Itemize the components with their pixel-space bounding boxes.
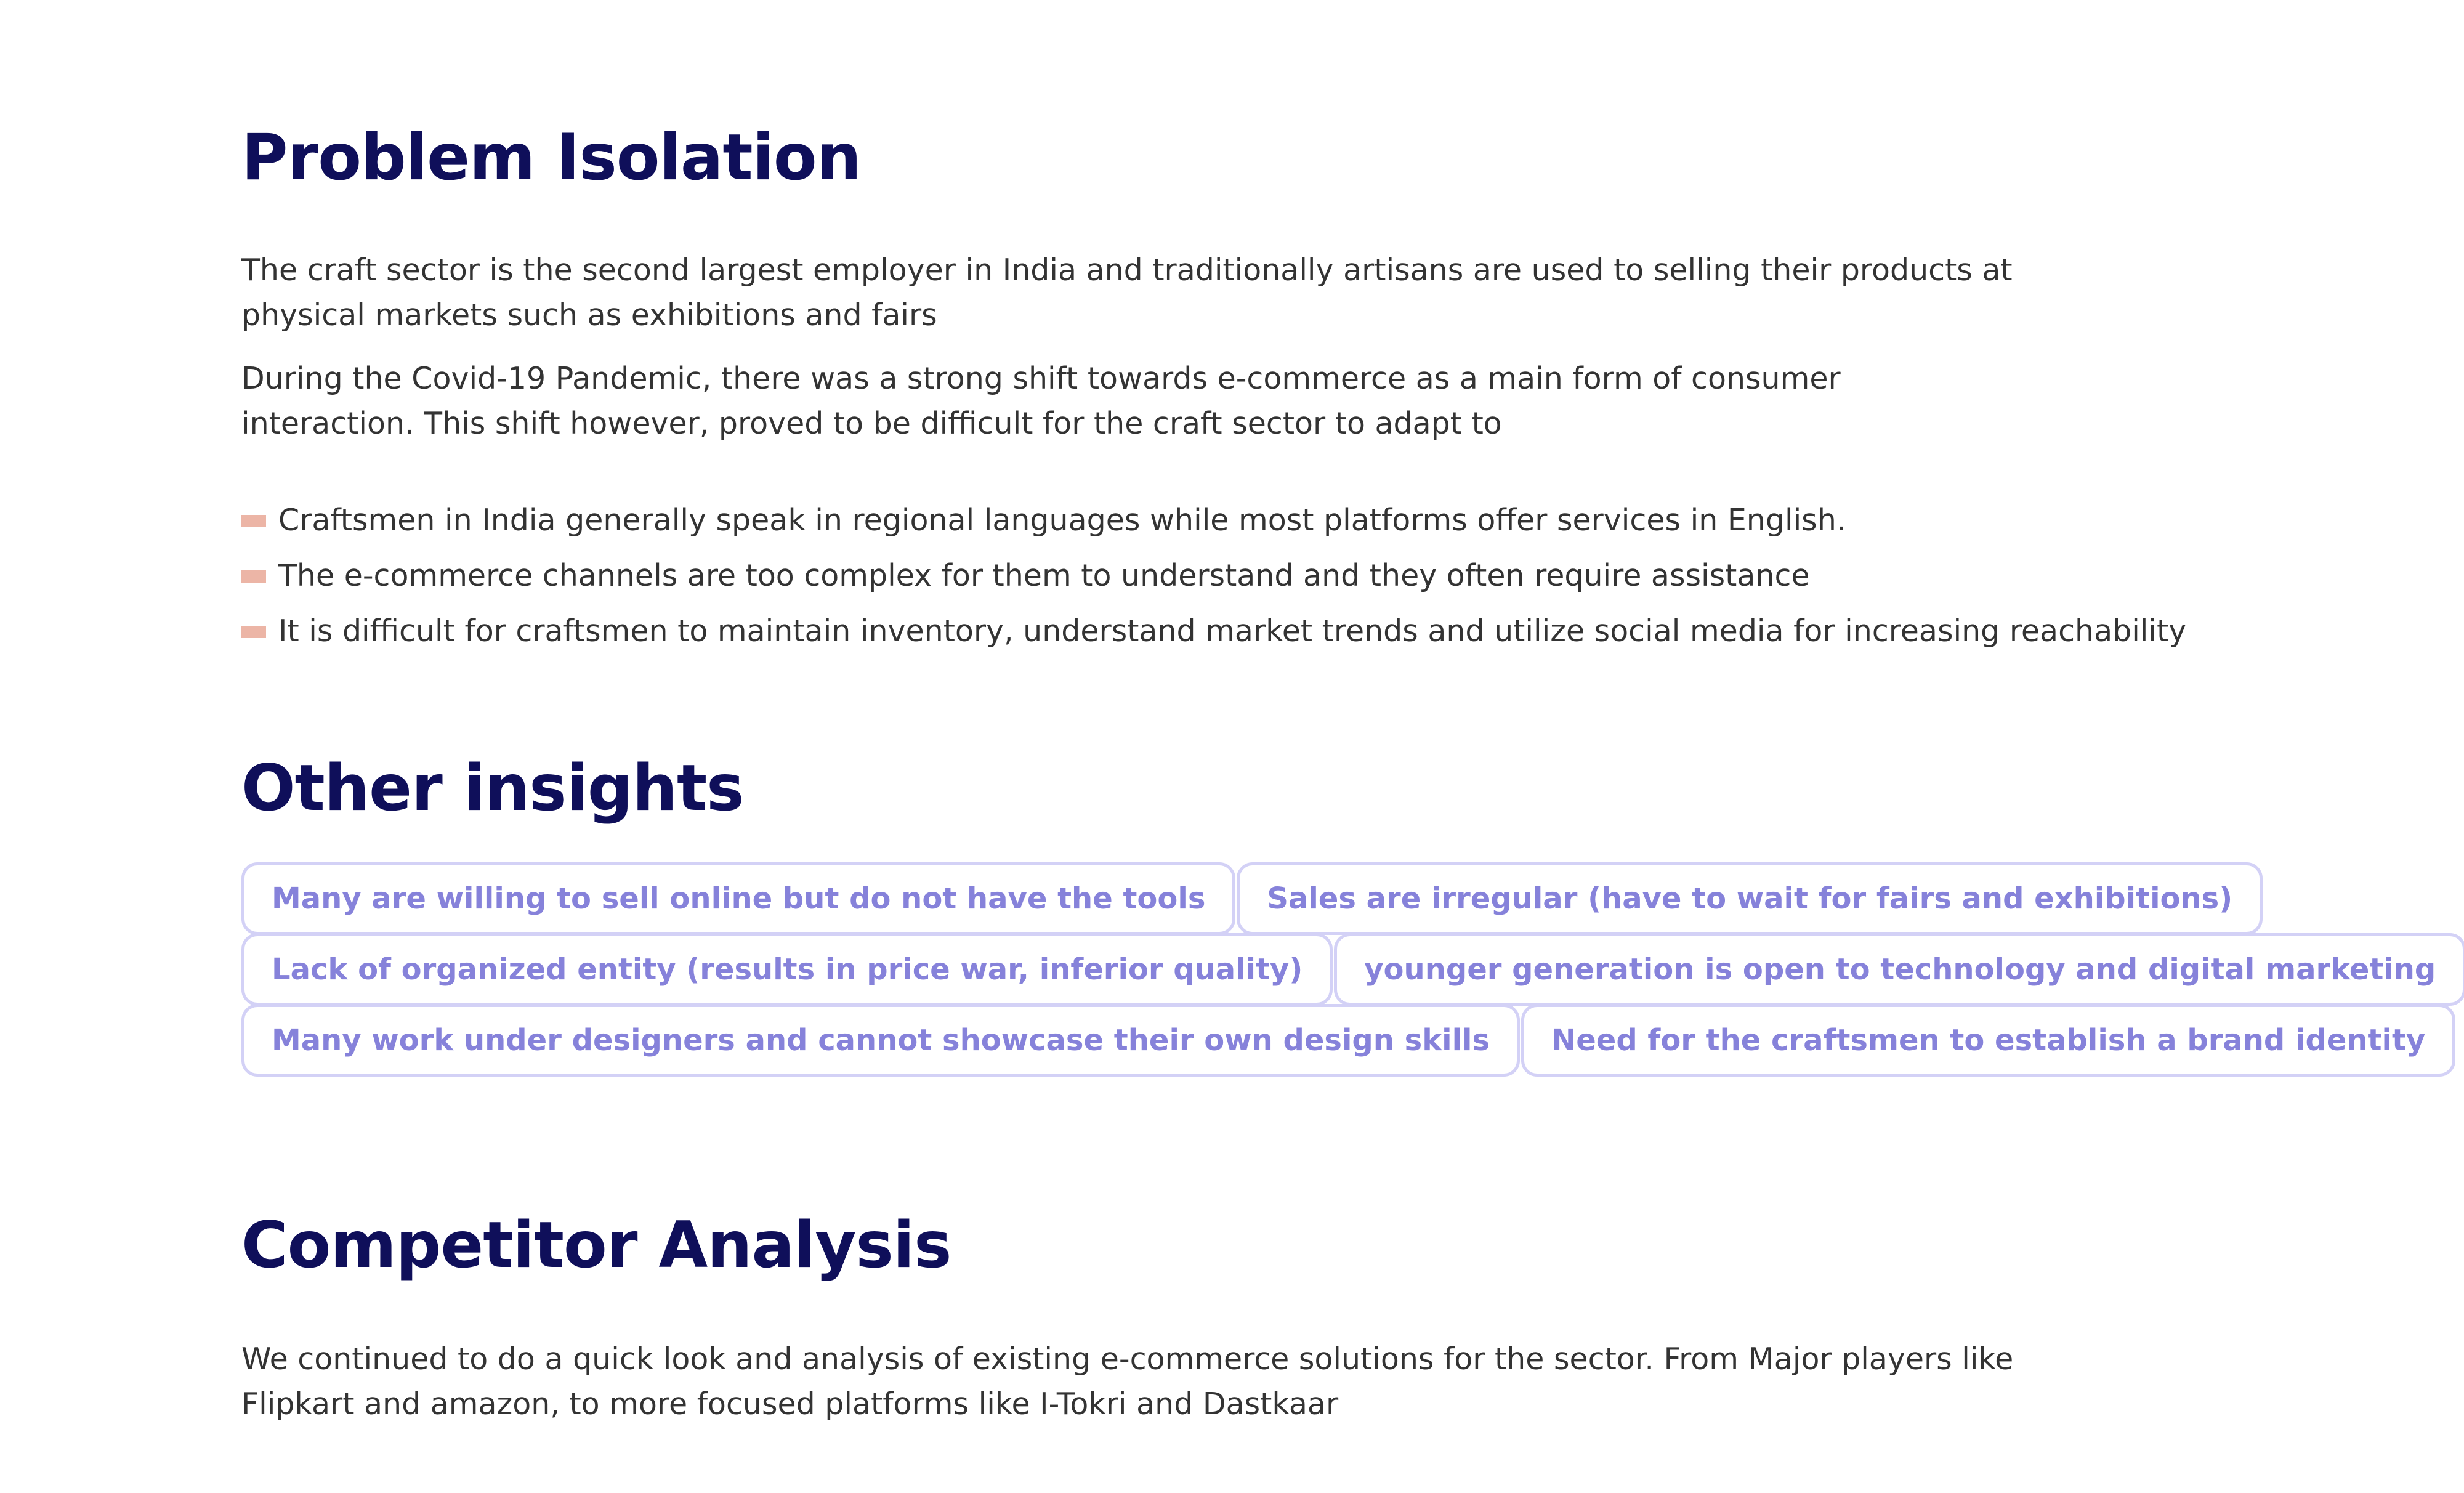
problem-paragraph-2: During the Covid-19 Pandemic, there was a strong shift towards e-commerce as a main form of consumer interaction. This shift however, proved to be difficult for the craft sector to adapt to — [241, 361, 1841, 441]
tag-row — [241, 933, 2436, 1004]
insight-tag: younger generation is open to technology and digital marketing — [1334, 933, 2464, 1006]
bullet-marker-icon — [241, 626, 266, 638]
insight-tag: Need for the craftsmen to establish a brand identity — [1521, 1004, 2455, 1077]
insight-tag-group — [241, 862, 2436, 1075]
bullet-text: The e-commerce channels are too complex for them to understand and they often require assistance — [278, 558, 1810, 593]
problem-paragraph-1: The craft sector is the second largest employer in India and traditionally artisans are used to selling their products at physical markets such as exhibitions and fairs — [241, 253, 2013, 333]
tag-row — [241, 1004, 2426, 1075]
problem-isolation-heading: Problem Isolation — [241, 121, 861, 195]
insight-tag: Lack of organized entity (results in price war, inferior quality) — [241, 933, 1333, 1006]
list-item — [241, 553, 2186, 609]
bullet-marker-icon — [241, 515, 266, 527]
other-insights-heading: Other insights — [241, 751, 744, 825]
insight-tag: Sales are irregular (have to wait for fairs and exhibitions) — [1237, 862, 2263, 935]
insight-tag: Many work under designers and cannot showcase their own design skills — [241, 1004, 1520, 1077]
insight-tag: Many are willing to sell online but do not have the tools — [241, 862, 1235, 935]
list-item — [241, 609, 2186, 664]
competitor-analysis-heading: Competitor Analysis — [241, 1208, 951, 1282]
bullet-text: It is difficult for craftsmen to maintain inventory, understand market trends and utilize social media for increasing reachability — [278, 613, 2187, 649]
tag-row — [241, 862, 2233, 933]
list-item — [241, 498, 2186, 553]
problem-bullet-list — [241, 498, 2186, 664]
bullet-marker-icon — [241, 570, 266, 583]
bullet-text: Craftsmen in India generally speak in regional languages while most platforms offer services in English. — [278, 503, 1846, 538]
competitor-paragraph: We continued to do a quick look and analysis of existing e-commerce solutions for the sector. From Major players like Flipkart and amazon, to more focused platforms like I-Tokri and Dastkaar — [241, 1341, 2014, 1422]
